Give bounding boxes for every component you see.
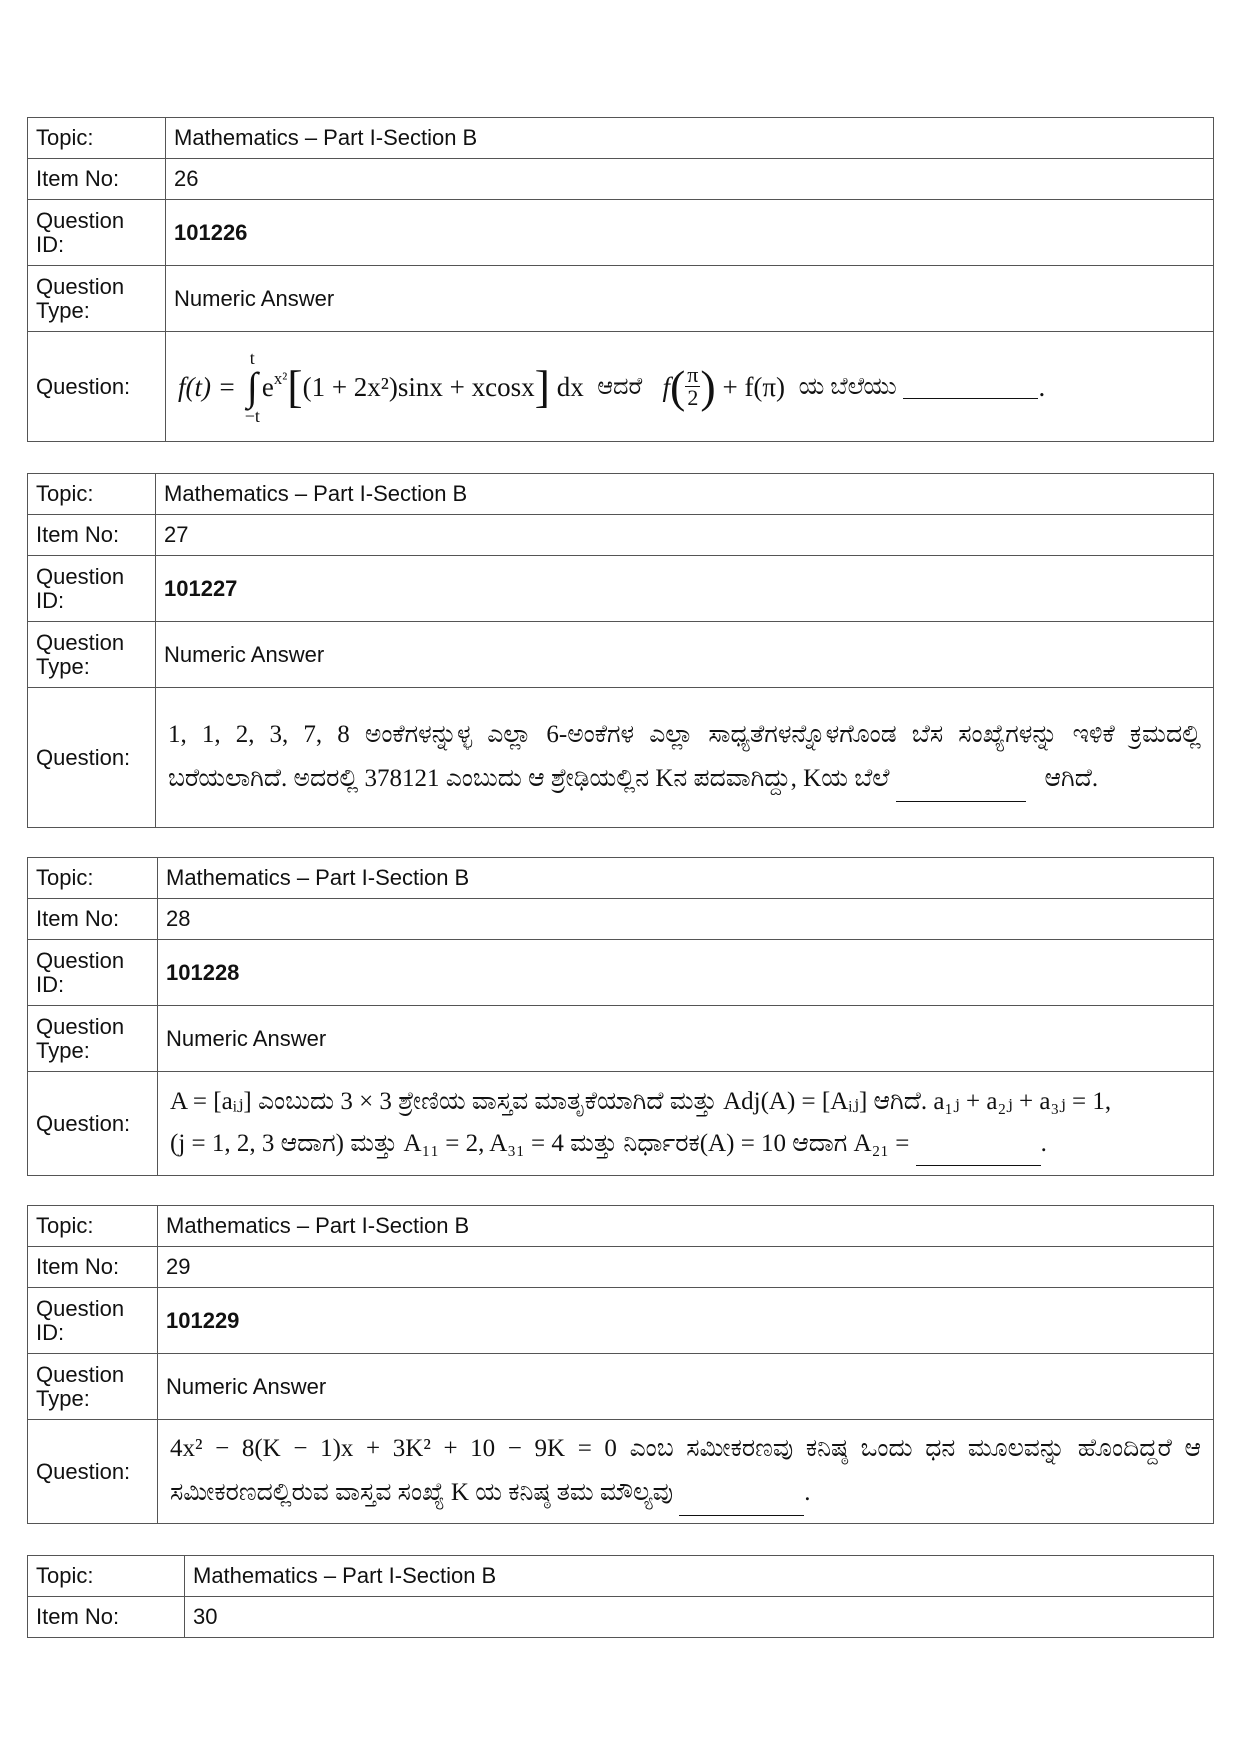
topic-value: Mathematics – Part I-Section B: [185, 1556, 1214, 1597]
right-bracket-icon: ]: [534, 360, 550, 412]
plus-f-pi: + f(π): [722, 371, 786, 402]
fraction-numerator: π: [687, 362, 699, 387]
question-label: Question:: [28, 1072, 158, 1176]
topic-label: Topic:: [28, 858, 158, 899]
topic-value: Mathematics – Part I-Section B: [158, 858, 1214, 899]
question-type-value: Numeric Answer: [156, 622, 1214, 688]
question-line-2: [170, 1123, 1201, 1166]
left-bracket-icon: [: [287, 360, 303, 412]
question-line-2-text: (j = 1, 2, 3 ಆದಾಗ) ಮತ್ತು A₁₁ = 2, A₃₁ = 4 ಮತ್ತು ನಿರ್ಧಾರಕ(A) = 10 ಆದಾಗ A₂₁ =: [170, 1130, 910, 1157]
left-paren-icon: (: [669, 360, 686, 412]
fraction: [685, 364, 700, 409]
full-stop: .: [1040, 1130, 1047, 1157]
question-id-value: 101226: [166, 200, 1214, 266]
question-id-value: 101227: [156, 556, 1214, 622]
question-label: Question:: [28, 332, 166, 442]
answer-blank: [916, 1123, 1041, 1166]
item-no-label: Item No:: [28, 899, 158, 940]
dx: dx: [556, 371, 584, 402]
topic-label: Topic:: [28, 118, 166, 159]
question-label: Question:: [28, 688, 156, 828]
question-main-text: 4x² − 8(K − 1)x + 3K² + 10 − 9K = 0 ಎಂಬ ಸಮೀಕರಣವು ಕನಿಷ್ಠ ಒಂದು ಧನ ಮೂಲವನ್ನು ಹೊಂದಿದ್ದರೆ ಆ ಸಮೀಕರಣದಲ್ಲಿರುವ ವಾಸ್ತವ ಸಂಖ್ಯೆ K ಯ ಕನಿಷ್ಠ ತಮ ಮೌಲ್ಯವು: [170, 1435, 1201, 1506]
topic-label: Topic:: [28, 1206, 158, 1247]
question-type-value: Numeric Answer: [158, 1006, 1214, 1072]
question-type-value: Numeric Answer: [166, 266, 1214, 332]
item-no-value: 30: [185, 1597, 1214, 1638]
question-line-1: A = [aᵢⱼ] ಎಂಬುದು 3 × 3 ಶ್ರೇಣಿಯ ವಾಸ್ತವ ಮಾತೃಕೆಯಾಗಿದೆ ಮತ್ತು Adj(A) = [Aᵢⱼ] ಆಗಿದೆ. a₁ⱼ + a₂ⱼ + a₃ⱼ = 1,: [170, 1088, 1112, 1115]
question-text: [166, 332, 1214, 442]
question-id-label: Question ID:: [28, 1288, 158, 1354]
full-stop: .: [1038, 371, 1046, 402]
question-id-value: 101228: [158, 940, 1214, 1006]
question-formula: [174, 349, 1205, 425]
question-type-label: Question Type:: [28, 1354, 158, 1420]
question-table-28: [27, 857, 1214, 1176]
item-no-value: 29: [158, 1247, 1214, 1288]
question-table-27: [27, 473, 1214, 828]
question-body: [164, 707, 1205, 808]
answer-blank: [903, 374, 1038, 399]
question-text: [156, 688, 1214, 828]
topic-value: Mathematics – Part I-Section B: [166, 118, 1214, 159]
kannada-if: ಆದರೆ: [597, 373, 643, 400]
topic-label: Topic:: [28, 474, 156, 515]
integral-symbol: ∫: [246, 363, 258, 409]
question-type-label: Question Type:: [28, 1006, 158, 1072]
question-id-label: Question ID:: [28, 556, 156, 622]
item-no-label: Item No:: [28, 159, 166, 200]
question-text: [158, 1072, 1214, 1176]
bracket-content: (1 + 2x²)sinx + xcosx: [302, 371, 535, 402]
lower-limit: −t: [244, 405, 260, 426]
question-body: [166, 1421, 1205, 1522]
fraction-denominator: 2: [687, 385, 699, 410]
question-type-value: Numeric Answer: [158, 1354, 1214, 1420]
right-paren-icon: ): [700, 360, 716, 412]
question-type-label: Question Type:: [28, 622, 156, 688]
function-lhs: f(t) =: [178, 371, 236, 402]
topic-label: Topic:: [28, 1556, 185, 1597]
f-prefix: f: [662, 371, 670, 402]
question-table-26: [27, 117, 1214, 442]
question-body: [166, 1075, 1205, 1172]
question-id-label: Question ID:: [28, 940, 158, 1006]
answer-blank: [896, 757, 1026, 802]
exp-power: x²: [273, 368, 288, 388]
exp-base: e: [261, 371, 274, 402]
integral-sign: [245, 349, 260, 425]
full-stop: .: [804, 1479, 811, 1506]
question-label: Question:: [28, 1420, 158, 1524]
question-main-text: 1, 1, 2, 3, 7, 8 ಅಂಕೆಗಳನ್ನುಳ್ಳ ಎಲ್ಲಾ 6-ಅಂಕೆಗಳ ಎಲ್ಲಾ ಸಾಧ್ಯತೆಗಳನ್ನೊಳಗೊಂಡ ಬೆಸ ಸಂಖ್ಯೆಗಳನ್ನು ಇಳಿಕೆ ಕ್ರಮದಲ್ಲಿ ಬರೆಯಲಾಗಿದೆ. ಅದರಲ್ಲಿ 378121 ಎಂಬುದು ಆ ಶ್ರೇಢಿಯಲ್ಲಿನ Kನ ಪದವಾಗಿದ್ದು, Kಯ ಬೆಲೆ: [168, 721, 1201, 792]
question-id-value: 101229: [158, 1288, 1214, 1354]
item-no-label: Item No:: [28, 1597, 185, 1638]
item-no-label: Item No:: [28, 1247, 158, 1288]
question-id-label: Question ID:: [28, 200, 166, 266]
item-no-value: 28: [158, 899, 1214, 940]
item-no-value: 27: [156, 515, 1214, 556]
question-text: [158, 1420, 1214, 1524]
kannada-value: ಯ ಬೆಲೆಯು: [798, 373, 897, 400]
question-table-30: [27, 1555, 1214, 1638]
question-table-29: [27, 1205, 1214, 1524]
question-type-label: Question Type:: [28, 266, 166, 332]
topic-value: Mathematics – Part I-Section B: [156, 474, 1214, 515]
item-no-label: Item No:: [28, 515, 156, 556]
item-no-value: 26: [166, 159, 1214, 200]
topic-value: Mathematics – Part I-Section B: [158, 1206, 1214, 1247]
answer-blank: [679, 1471, 804, 1516]
question-end-text: ಆಗಿದೆ.: [1044, 765, 1099, 792]
upper-limit: t: [249, 347, 255, 368]
